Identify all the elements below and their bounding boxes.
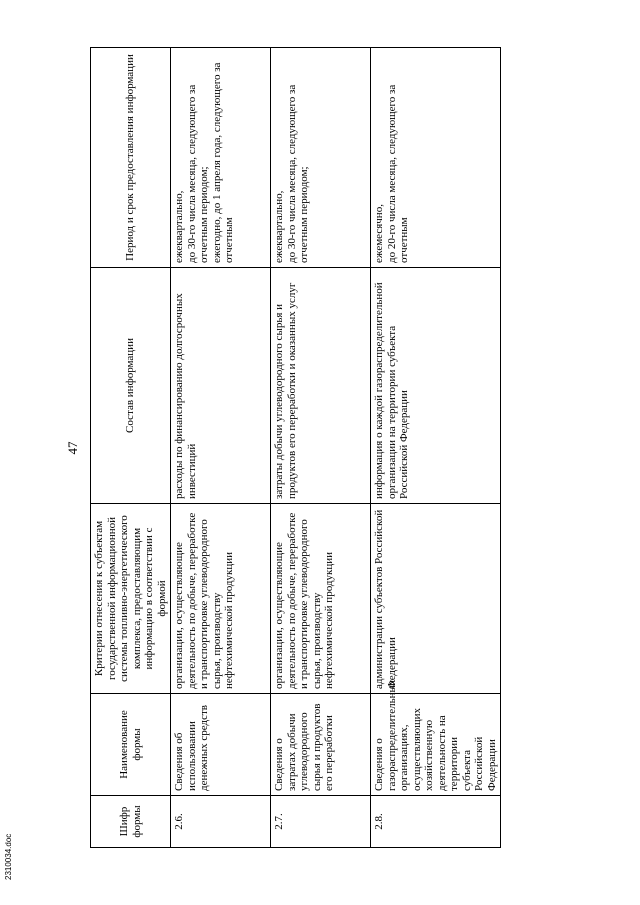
row-code: 2.6. bbox=[171, 796, 271, 848]
page-number: 47 bbox=[65, 441, 80, 455]
header-code: Шифр формы bbox=[91, 796, 171, 848]
header-content: Состав информации bbox=[91, 268, 171, 504]
row-form-name: Сведения о газораспределительных организациях, осуществляющих хозяйственную деятельность на территории субъекта Российской Федерации bbox=[371, 694, 501, 796]
row-form-name: Сведения об использовании денежных средств bbox=[171, 694, 271, 796]
document-id: 2310034.doc bbox=[4, 833, 13, 880]
table-row bbox=[371, 48, 501, 848]
header-form-name: Наименование формы bbox=[91, 694, 171, 796]
row-content: информация о каждой газораспределительной организации на территории субъекта Российской Федерации bbox=[371, 268, 501, 504]
rotated-page-content bbox=[65, 48, 498, 848]
table-row bbox=[171, 48, 271, 848]
row-criteria: организации, осуществляющие деятельность по добыче, переработке и транспортировке углеводородного сырья, производству нефтехимической продукции bbox=[171, 504, 271, 694]
header-criteria: Критерии отнесения к субъектам государственной информационной системы топливно-энергетического комплекса, предоставляющим информацию в соответствии с формой bbox=[91, 504, 171, 694]
row-code: 2.8. bbox=[371, 796, 501, 848]
row-form-name: Сведения о затратах добычи углеводородного сырья и продуктов его переработки bbox=[271, 694, 371, 796]
row-content: расходы по финансированию долгосрочных инвестиций bbox=[171, 268, 271, 504]
row-period: ежемесячно, до 20-го числа месяца, следующего за отчетным bbox=[371, 48, 501, 268]
table-header-row bbox=[91, 48, 171, 848]
row-criteria: организации, осуществляющие деятельность по добыче, переработке и транспортировке углеводородного сырья, производству нефтехимической продукции bbox=[271, 504, 371, 694]
row-period: ежеквартально, до 30-го числа месяца, следующего за отчетным периодом; ежегодно, до 1 апреля года, следующего за отчетным bbox=[171, 48, 271, 268]
row-period: ежеквартально, до 30-го числа месяца, следующего за отчетным периодом; bbox=[271, 48, 371, 268]
row-criteria: администрации субъектов Российской Федерации bbox=[371, 504, 501, 694]
header-period: Период и срок предоставления информации bbox=[91, 48, 171, 268]
forms-table bbox=[90, 47, 501, 848]
row-content: затраты добычи углеводородного сырья и продуктов его переработки и оказанных услуг bbox=[271, 268, 371, 504]
row-code: 2.7. bbox=[271, 796, 371, 848]
table-row bbox=[271, 48, 371, 848]
